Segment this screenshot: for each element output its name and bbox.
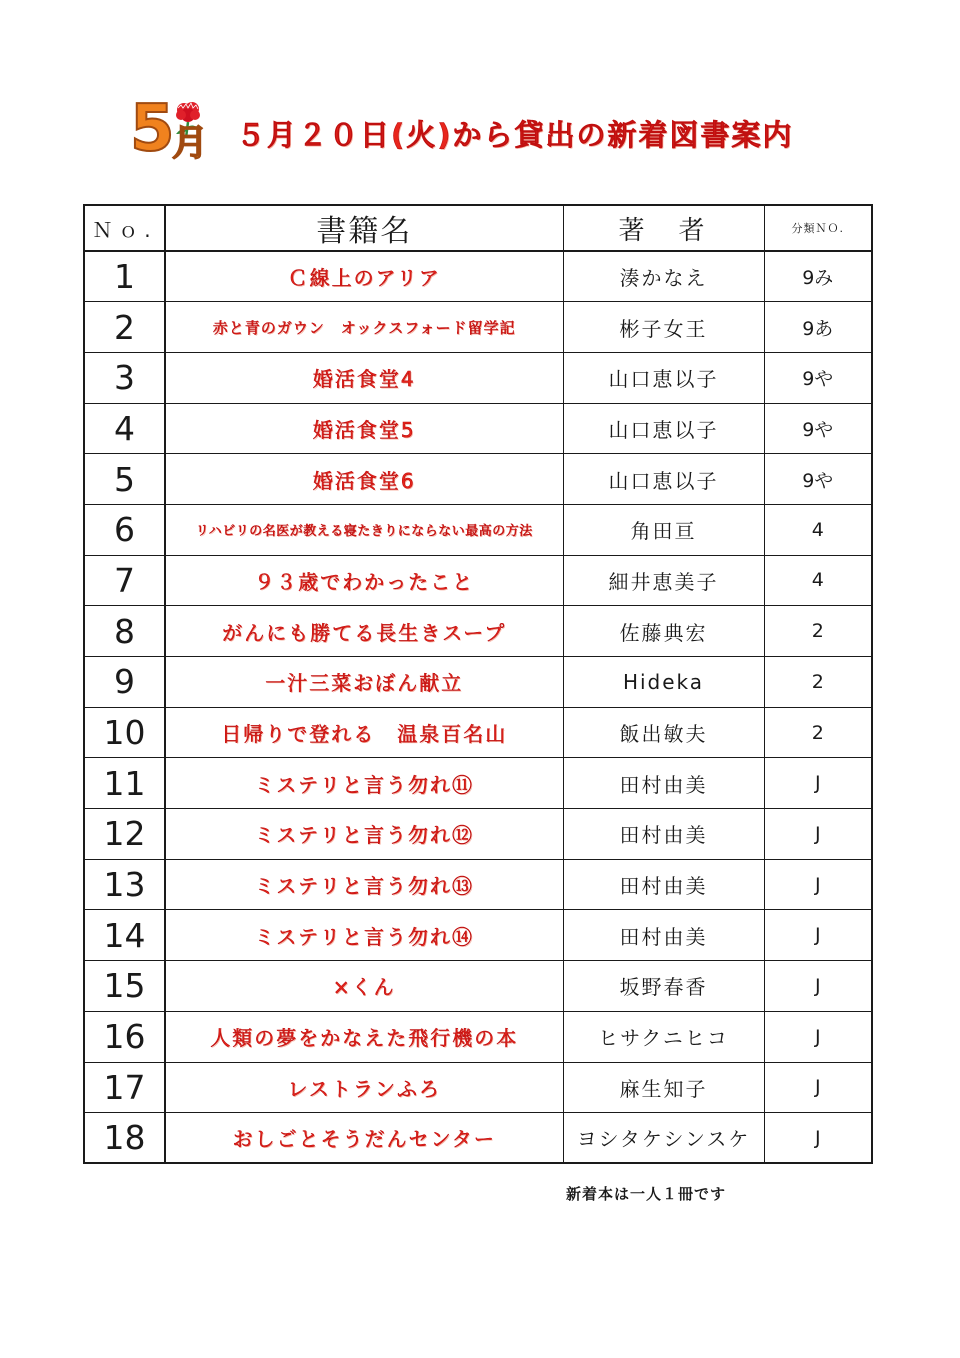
header-class: 分類ＮＯ. — [764, 205, 872, 251]
row-no: 9 — [84, 657, 165, 708]
header-author: 著 者 — [563, 205, 764, 251]
table-row — [84, 251, 872, 302]
row-class: J — [764, 961, 872, 1012]
row-title: ミステリと言う勿れ⑪ — [165, 758, 563, 809]
table-header-row — [84, 205, 872, 251]
row-no: 10 — [84, 707, 165, 758]
row-title: がんにも勝てる長生きスープ — [165, 606, 563, 657]
row-author: 細井恵美子 — [563, 555, 764, 606]
table-row — [84, 403, 872, 454]
table-row — [84, 1113, 872, 1164]
row-no: 5 — [84, 454, 165, 505]
row-class: 9や — [764, 352, 872, 403]
table-row — [84, 910, 872, 961]
row-no: 18 — [84, 1113, 165, 1164]
row-class: J — [764, 1062, 872, 1113]
table-row — [84, 758, 872, 809]
row-author: 坂野春香 — [563, 961, 764, 1012]
row-class: 2 — [764, 606, 872, 657]
row-class: J — [764, 1011, 872, 1062]
row-author: 田村由美 — [563, 809, 764, 860]
row-no: 3 — [84, 352, 165, 403]
table-row — [84, 1062, 872, 1113]
row-title: リハビリの名医が教える寝たきりにならない最高の方法 — [165, 504, 563, 555]
row-class: 2 — [764, 707, 872, 758]
table-row — [84, 657, 872, 708]
row-author: 佐藤典宏 — [563, 606, 764, 657]
logo-month: 月 — [172, 123, 209, 164]
row-author: 田村由美 — [563, 859, 764, 910]
row-no: 13 — [84, 859, 165, 910]
header-no: Ｎｏ. — [84, 205, 165, 251]
table-row — [84, 504, 872, 555]
table-row — [84, 809, 872, 860]
row-no: 16 — [84, 1011, 165, 1062]
table-row — [84, 302, 872, 353]
row-class: J — [764, 758, 872, 809]
row-class: 9み — [764, 251, 872, 302]
row-title: 人類の夢をかなえた飛行機の本 — [165, 1011, 563, 1062]
row-no: 6 — [84, 504, 165, 555]
row-title: ミステリと言う勿れ⑭ — [165, 910, 563, 961]
row-class: 4 — [764, 555, 872, 606]
row-title: 婚活食堂5 — [165, 403, 563, 454]
page-header — [130, 92, 794, 166]
table-row — [84, 352, 872, 403]
row-author: 湊かなえ — [563, 251, 764, 302]
row-author: 彬子女王 — [563, 302, 764, 353]
row-class: 4 — [764, 504, 872, 555]
row-no: 15 — [84, 961, 165, 1012]
row-class: J — [764, 859, 872, 910]
row-class: J — [764, 910, 872, 961]
row-author: 田村由美 — [563, 910, 764, 961]
row-author: 山口恵以子 — [563, 454, 764, 505]
row-title: おしごとそうだんセンター — [165, 1113, 563, 1164]
table-row — [84, 859, 872, 910]
row-title: 婚活食堂6 — [165, 454, 563, 505]
row-class: 9や — [764, 454, 872, 505]
loan-limit-note: 新着本は一人１冊です — [566, 1185, 727, 1203]
row-author: 麻生知子 — [563, 1062, 764, 1113]
row-author: ヨシタケシンスケ — [563, 1113, 764, 1164]
new-books-table — [83, 204, 873, 1164]
logo-number: 5 — [130, 92, 171, 166]
page-title: ５月２０日(火)から貸出の新着図書案内 — [236, 117, 794, 152]
row-no: 17 — [84, 1062, 165, 1113]
row-no: 2 — [84, 302, 165, 353]
row-no: 7 — [84, 555, 165, 606]
row-class: J — [764, 1113, 872, 1164]
table-row — [84, 555, 872, 606]
row-no: 8 — [84, 606, 165, 657]
row-title: 日帰りで登れる 温泉百名山 — [165, 707, 563, 758]
table-row — [84, 1011, 872, 1062]
row-author: 山口恵以子 — [563, 352, 764, 403]
row-class: 2 — [764, 657, 872, 708]
row-title: 一汁三菜おぼん献立 — [165, 657, 563, 708]
row-no: 1 — [84, 251, 165, 302]
row-no: 11 — [84, 758, 165, 809]
row-no: 12 — [84, 809, 165, 860]
row-author: 山口恵以子 — [563, 403, 764, 454]
table-row — [84, 454, 872, 505]
may-logo — [130, 92, 214, 166]
row-title: Ｃ線上のアリア — [165, 251, 563, 302]
row-no: 14 — [84, 910, 165, 961]
row-title: ミステリと言う勿れ⑬ — [165, 859, 563, 910]
row-title: ９３歳でわかったこと — [165, 555, 563, 606]
row-title: ミステリと言う勿れ⑫ — [165, 809, 563, 860]
row-title: レストランふろ — [165, 1062, 563, 1113]
row-title: ×くん — [165, 961, 563, 1012]
row-author: ヒサクニヒコ — [563, 1011, 764, 1062]
header-title: 書籍名 — [165, 205, 563, 251]
row-class: 9や — [764, 403, 872, 454]
table-row — [84, 961, 872, 1012]
row-class: 9あ — [764, 302, 872, 353]
row-author: 飯出敏夫 — [563, 707, 764, 758]
row-no: 4 — [84, 403, 165, 454]
row-title: 赤と青のガウン オックスフォード留学記 — [165, 302, 563, 353]
row-author: 角田亘 — [563, 504, 764, 555]
table-row — [84, 707, 872, 758]
row-title: 婚活食堂4 — [165, 352, 563, 403]
row-author: Hideka — [563, 657, 764, 708]
row-class: J — [764, 809, 872, 860]
row-author: 田村由美 — [563, 758, 764, 809]
table-row — [84, 606, 872, 657]
